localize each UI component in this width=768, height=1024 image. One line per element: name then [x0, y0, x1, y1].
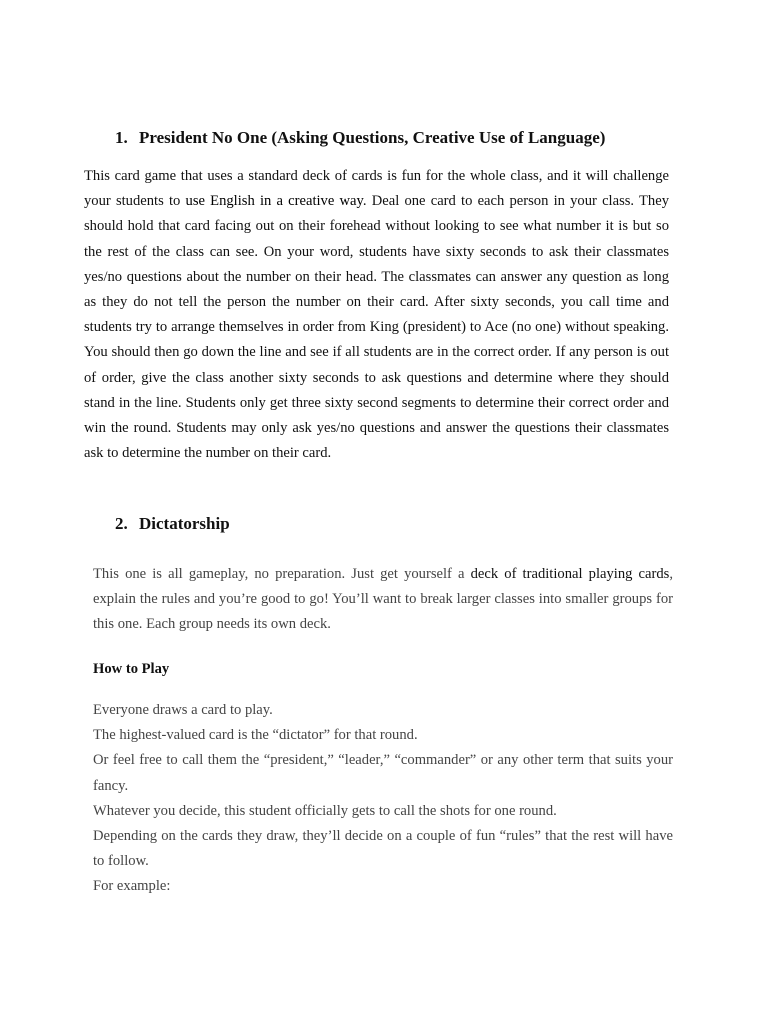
section-title: President No One (Asking Questions, Creative Use of Language) — [139, 128, 606, 147]
paragraph-text: This one is all gameplay, no preparation. Just get yourself a — [93, 566, 471, 582]
section-heading-dictatorship — [115, 514, 230, 534]
section-title: Dictatorship — [139, 514, 230, 533]
section-number: 2. — [115, 514, 128, 533]
section-number: 1. — [115, 128, 128, 147]
paragraph-text: This card game that uses a standard deck of cards is fun for the whole class, and it will challenge your students to — [84, 168, 669, 210]
paragraph-text: . Deal one card to each person in your class. They should hold that card facing out on their forehead without looking to see what number it is but so the rest of the class can see. On your word, students have sixty seconds to ask their classmates yes/no questions about the number on their head. The classmates can answer any question as long as they do not tell the person the number on their card. After sixty seconds, you call time and students try to arrange themselves in order from King (president) to Ace (no one) without speaking. You should then go down the line and see if all students are in the correct order. If any person is out of order, give the class another sixty seconds to ask questions and determine where they should stand in the line. Students only get three sixty second segments to determine their correct order and win the round. Students may only ask yes/no questions and answer the questions their classmates ask to determine the number on their card. — [84, 193, 669, 462]
how-to-play-heading: How to Play — [93, 661, 170, 677]
list-item: The highest-valued card is the “dictator” for that round. — [93, 727, 418, 744]
section-intro-dictatorship — [93, 562, 673, 638]
section-paragraph-president-no-one — [84, 164, 669, 466]
list-item: Depending on the cards they draw, they’ll decide on a couple of fun “rules” that the rest will have to follow. — [93, 828, 673, 870]
list-item: Or feel free to call them the “president,” “leader,” “commander” or any other term that suits your fancy. — [93, 752, 673, 794]
how-to-play-steps — [93, 698, 673, 900]
list-item: Everyone draws a card to play. — [93, 702, 273, 718]
section-heading-president-no-one — [115, 128, 605, 148]
playing-cards-link[interactable]: deck of traditional playing cards — [470, 566, 670, 582]
list-item: For example: — [93, 878, 171, 895]
creative-english-link[interactable]: use English in a creative way — [185, 193, 363, 210]
list-item: Whatever you decide, this student officially gets to call the shots for one round. — [93, 802, 557, 819]
paragraph-text: , explain the rules and you’re good to go! You’ll want to break larger classes into smaller groups for this one. Each group needs its own deck. — [93, 566, 673, 633]
